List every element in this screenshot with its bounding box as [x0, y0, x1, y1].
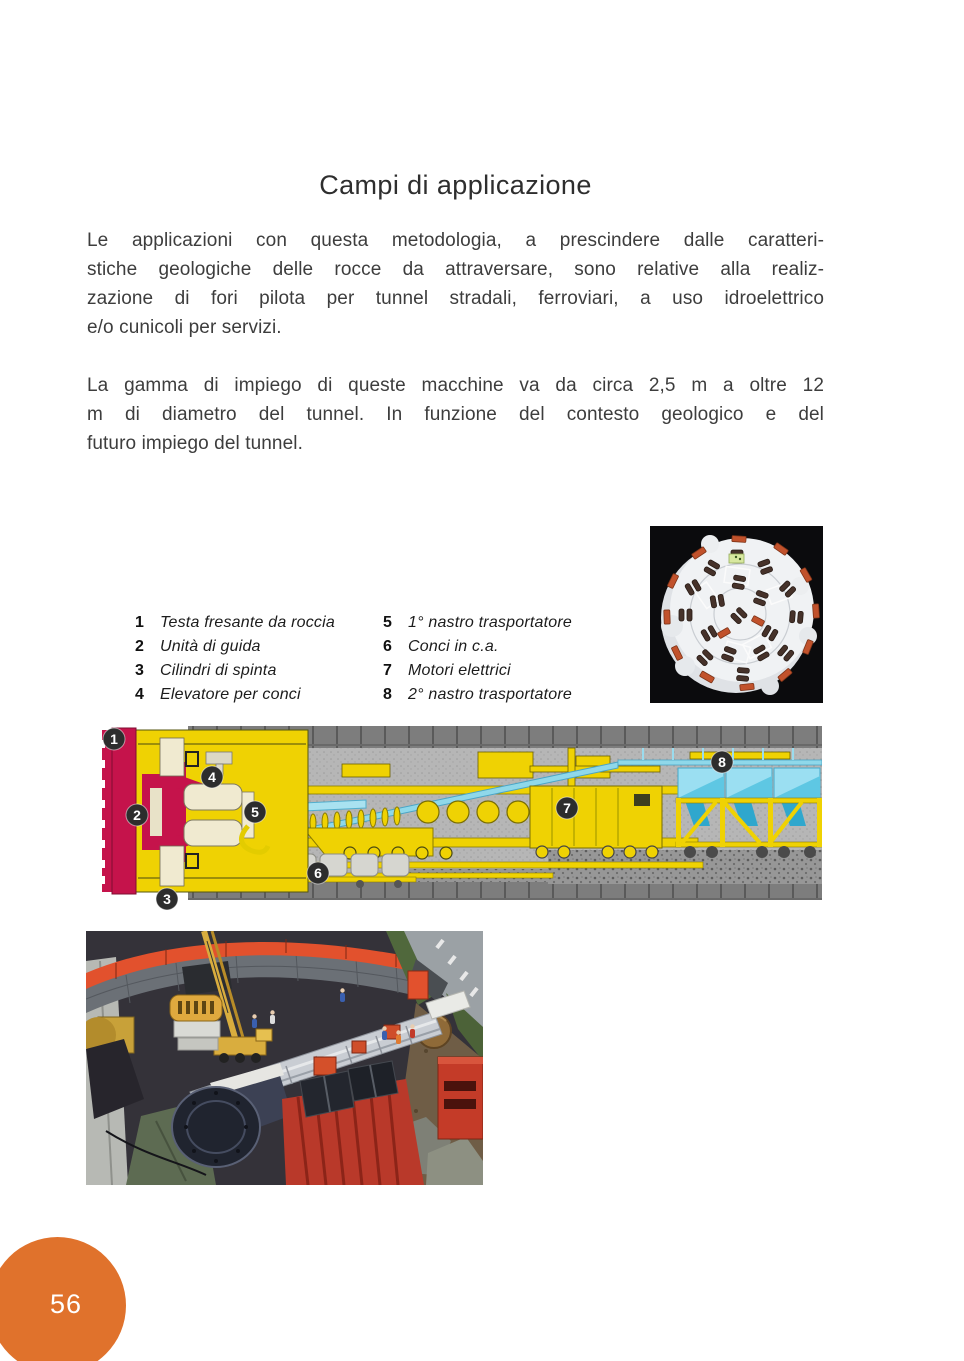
legend-label: Elevatore per conci	[160, 686, 301, 703]
diagram-marker-6	[307, 862, 329, 884]
text-line: e/o cunicoli per servizi.	[87, 317, 282, 338]
text-line: futuro impiego del tunnel.	[87, 433, 303, 454]
diagram-marker-4	[201, 766, 223, 788]
diagram-marker-2	[126, 804, 148, 826]
legend-number: 8	[383, 686, 392, 703]
diagram-marker-3	[156, 888, 178, 910]
legend-item	[383, 611, 572, 635]
legend-item	[383, 635, 572, 659]
construction-site-photo	[86, 931, 483, 1185]
svg-text:4: 4	[208, 769, 216, 785]
legend-label: Motori elettrici	[408, 662, 511, 679]
legend-item	[135, 611, 335, 635]
text-line: zazione di fori pilota per tunnel stradali, ferroviari, a uso idroelettrico	[87, 288, 824, 309]
legend-item	[383, 683, 572, 707]
paragraph-2	[87, 371, 824, 458]
legend-number: 6	[383, 638, 392, 655]
svg-text:1: 1	[110, 731, 118, 747]
legend-item	[383, 659, 572, 683]
svg-text:5: 5	[251, 804, 259, 820]
text-line: La gamma di impiego di queste macchine va da circa 2,5 m a oltre 12	[87, 375, 824, 396]
svg-text:2: 2	[133, 807, 141, 823]
paragraph-1	[87, 226, 824, 342]
legend-label: Testa fresante da roccia	[160, 614, 335, 631]
text-line: stiche geologiche delle rocce da attraversare, sono relative alla realiz-	[87, 259, 824, 280]
legend-label: 1° nastro trasportatore	[408, 614, 572, 631]
diagram-marker-5	[244, 801, 266, 823]
legend-item	[135, 659, 335, 683]
svg-text:3: 3	[163, 891, 171, 907]
text-line: m di diametro del tunnel. In funzione del contesto geologico e del	[87, 404, 824, 425]
diagram-legend-column-2	[383, 611, 572, 707]
tbm-diagram	[98, 722, 822, 914]
svg-text:7: 7	[563, 800, 571, 816]
legend-number: 4	[135, 686, 144, 703]
svg-text:6: 6	[314, 865, 322, 881]
legend-label: Cilindri di spinta	[160, 662, 277, 679]
diagram-legend-column-1	[135, 611, 335, 707]
legend-number: 5	[383, 614, 392, 631]
legend-label: Conci in c.a.	[408, 638, 499, 655]
diagram-marker-8	[711, 751, 733, 773]
page-number: 56	[50, 1289, 83, 1319]
legend-item	[135, 635, 335, 659]
legend-number: 7	[383, 662, 392, 679]
legend-label: Unità di guida	[160, 638, 261, 655]
cutterhead-photo	[650, 526, 823, 703]
diagram-marker-7	[556, 797, 578, 819]
legend-number: 2	[135, 638, 144, 655]
page-title: Campi di applicazione	[319, 170, 592, 200]
legend-item	[135, 683, 335, 707]
text-line: Le applicazioni con questa metodologia, a prescindere dalle caratteri-	[87, 230, 824, 251]
svg-text:8: 8	[718, 754, 726, 770]
legend-label: 2° nastro trasportatore	[408, 686, 572, 703]
diagram-marker-1	[103, 728, 125, 750]
legend-number: 3	[135, 662, 144, 679]
legend-number: 1	[135, 614, 144, 631]
